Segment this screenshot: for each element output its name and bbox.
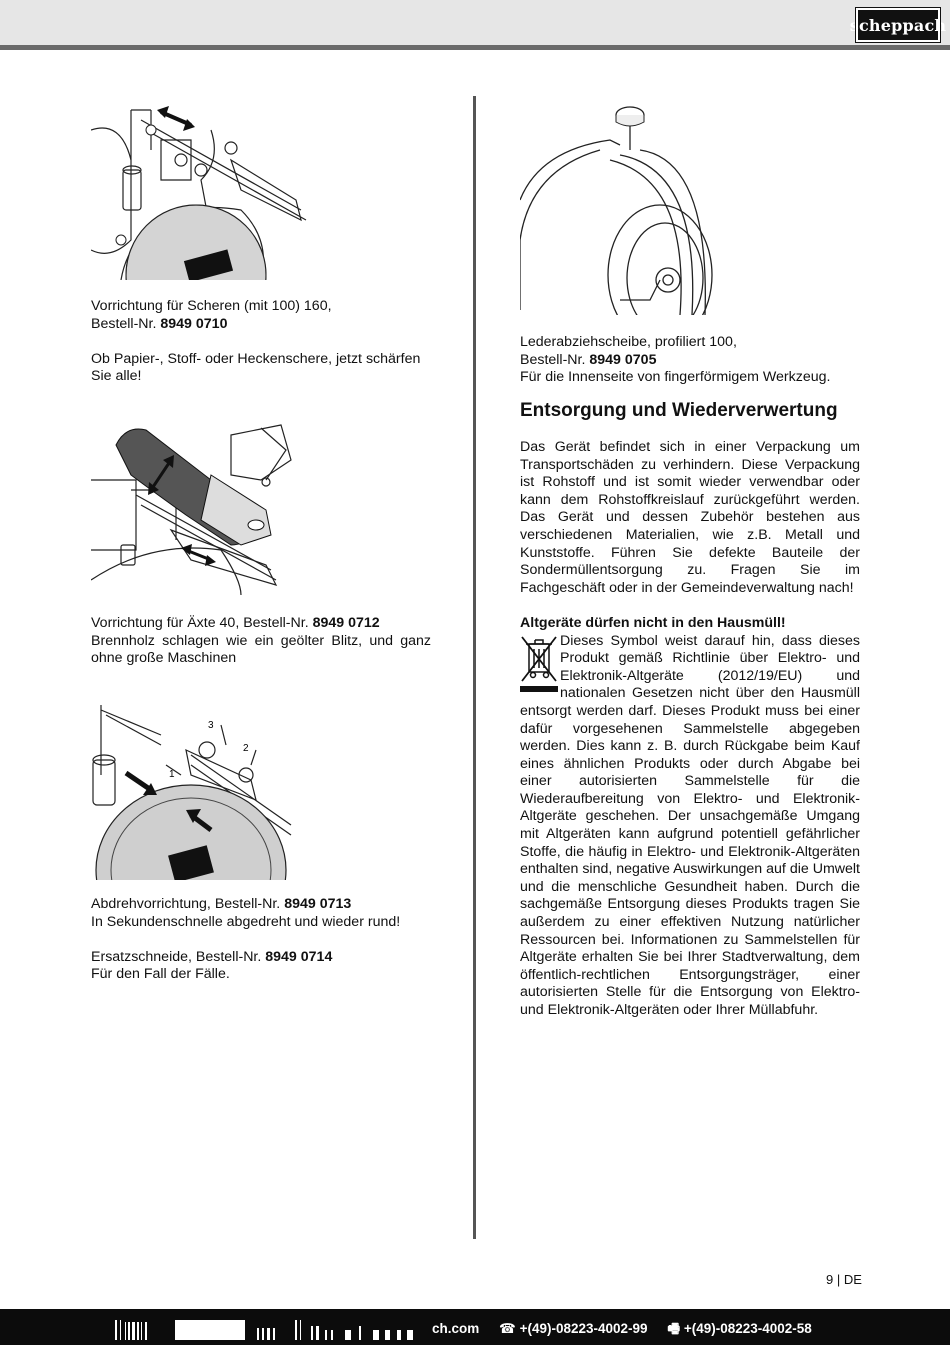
order-label: Bestell-Nr. bbox=[91, 315, 161, 332]
order-number: 8949 0713 bbox=[284, 896, 352, 912]
order-label: Bestell-Nr. bbox=[520, 351, 590, 368]
leather-strop-desc: Für die Innenseite von fingerförmigem Werkzeug. bbox=[520, 369, 831, 386]
disposal-section bbox=[520, 399, 860, 1020]
dressing-device-desc: In Sekundenschnelle abgedreht und wieder rund! bbox=[91, 913, 401, 930]
axe-jig-desc: Brennholz schlagen wie ein geölter Blitz, und ganz ohne große Maschinen bbox=[91, 632, 431, 667]
section-heading: Entsorgung und Wiederverwertung bbox=[520, 400, 838, 421]
scissors-jig-title: Vorrichtung für Scheren (mit 100) 160, bbox=[91, 298, 332, 314]
order-number: 8949 0714 bbox=[265, 948, 333, 965]
website-text: ch.com bbox=[432, 1321, 480, 1336]
leather-strop-title: Lederabziehscheibe, profiliert 100, bbox=[520, 334, 737, 350]
brand-logo: scheppach bbox=[856, 8, 940, 42]
dressing-device-illustration bbox=[91, 705, 311, 880]
weee-paragraph: Dieses Symbol weist darauf hin, dass dieses Produkt gemäß Richtlinie über Elektro- und Elektronik-Altgeräte (2012/19/EU) und nationalen Gesetzen nicht über den Hausmüll entsorgt werden darf. Dieses Produkt muss bei einer dafür vorgesehenen Sammelstelle abgegeben werden. Dies kann z. B. durch Rückgabe beim Kauf eines ähnlichen Produkts oder durch Abgabe bei einer autorisierten Sammelstelle für die Wiederaufbereitung von Elektro- und Elektronik- Altgeräte geschehen. Der unsachgemäße Umgang mit Altgeräten kann aufgrund potentiell gefährlicher Stoffe, die häufig in Elektro- und Elektronik-Altgeräten enthalten sind, negative Auswirkungen auf die Umwelt und die menschliche Gesundheit haben. Durch die sachgemäße Entsorgung dieses Produkts tragen Sie außerdem zu einer effektiven Nutzung natürlicher Ressourcen bei. Informationen zu Sammelstellen für Altgeräte erhalten Sie bei Ihrer Stadtverwaltung, dem öffentlich-rechtlichen Entsorgungsträger, einer autorisierten Stelle für die Entsorgung von Elektro- und Elektronik-Altgeräten oder Ihrer Müllabfuhr. bbox=[520, 632, 860, 1018]
leather-strop-text bbox=[520, 334, 860, 387]
dressing-device-text bbox=[91, 896, 431, 984]
scissors-jig-desc: Ob Papier-, Stoff- oder Heckenschere, jetzt schärfen Sie alle! bbox=[91, 350, 421, 385]
spare-blade-title: Ersatzschneide, Bestell-Nr. bbox=[91, 948, 266, 965]
spare-blade-desc: Für den Fall der Fälle. bbox=[91, 966, 230, 983]
scissors-jig-illustration bbox=[91, 100, 321, 280]
order-number: 8949 0705 bbox=[589, 351, 657, 368]
fig-label-1: 1 bbox=[169, 769, 175, 780]
leather-strop-illustration bbox=[520, 100, 720, 315]
order-number: 8949 0710 bbox=[160, 315, 228, 332]
scissors-jig-text bbox=[91, 298, 431, 386]
contact-info bbox=[432, 1319, 828, 1342]
order-number: 8949 0712 bbox=[312, 615, 380, 631]
disposal-paragraph: Das Gerät befindet sich in einer Verpackung um Transportschäden zu verhindern. Diese Verpackung ist Rohstoff und ist somit wieder verwendbar oder kann dem Rohstoffkreislauf zurückgeführt werden. Das Gerät und dessen Zubehör bestehen aus verschiedenen Materialien, wie z.B. Metall und Kunststoffe. Führen Sie defekte Bauteile der Sondermüllentsorgung zu. Fragen Sie im Fachgeschäft oder in der Gemeindeverwaltung nach! bbox=[520, 439, 860, 596]
column-divider bbox=[473, 96, 476, 1239]
axe-jig-title: Vorrichtung für Äxte 40, Bestell-Nr. bbox=[91, 615, 313, 631]
fig-label-2: 2 bbox=[243, 743, 249, 754]
crossed-bin-icon bbox=[520, 635, 558, 693]
axe-jig-illustration bbox=[91, 420, 311, 595]
footer-bar bbox=[0, 1309, 950, 1345]
header-bar bbox=[0, 0, 950, 50]
weee-subheading: Altgeräte dürfen nicht in den Hausmüll! bbox=[520, 614, 786, 631]
dressing-device-title: Abdrehvorrichtung, Bestell-Nr. bbox=[91, 896, 285, 912]
fax-text: 🖷 +(49)-08223-4002-58 bbox=[667, 1321, 812, 1336]
barcode-strip bbox=[115, 1320, 425, 1340]
phone-text: ☎ +(49)-08223-4002-99 bbox=[499, 1321, 648, 1336]
page-number: 9 | DE bbox=[826, 1272, 862, 1287]
axe-jig-text bbox=[91, 615, 431, 668]
fig-label-3: 3 bbox=[208, 720, 214, 731]
